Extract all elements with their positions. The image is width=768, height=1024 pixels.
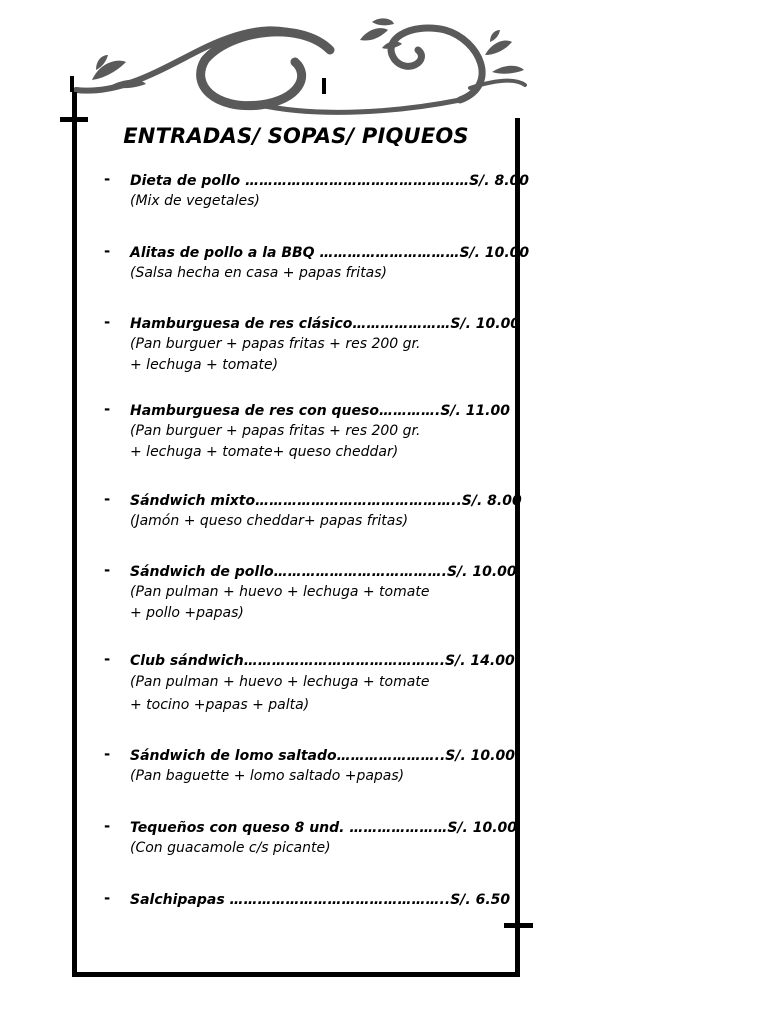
item-dash: - [104,400,111,418]
item-name: Sándwich de lomo saltado [130,748,337,764]
item-dash: - [104,490,111,508]
item-dash: - [104,817,111,835]
frame-right-crossbar [504,923,533,928]
item-price: S/. 8.00 [469,173,529,189]
item-price: S/. 10.00 [446,564,517,580]
item-price: S/. 6.50 [450,892,511,908]
item-dash: - [104,170,111,188]
menu-item [104,818,524,859]
menu-item [104,170,529,212]
item-dots: ………………….. [336,748,446,764]
item-description: (Pan burguer + papas fritas + res 200 gr. + lechuga + tomate+ queso cheddar) [130,423,421,460]
item-name: Club sándwich [130,653,244,669]
item-dots: ………………………… [319,245,460,261]
item-description: (Mix de vegetales) [130,193,260,209]
item-name: Sándwich de pollo [130,564,274,580]
item-price: S/. 10.00 [450,316,521,332]
menu-item [104,314,524,376]
item-price: S/. 14.00 [445,653,515,669]
menu-item [104,242,530,284]
item-description: (Pan burguer + papas fritas + res 200 gr. + lechuga + tomate) [130,336,421,373]
item-line [130,890,524,910]
item-price: S/. 11.00 [440,403,510,419]
item-dash: - [104,561,111,579]
item-name: Hamburguesa de res clásico [130,316,353,332]
item-dots: ………………………………………… [245,173,470,189]
item-line [130,562,524,582]
item-price: S/. 10.00 [447,820,518,836]
item-price: S/. 8.00 [461,493,522,509]
item-line [130,651,524,671]
item-name: Tequeños con queso 8 und. [130,820,350,836]
item-description: (Salsa hecha en casa + papas fritas) [130,265,388,281]
item-name: Salchipapas [130,892,230,908]
menu-item [104,651,524,717]
item-name: Sándwich mixto [130,493,256,509]
item-line [130,314,524,334]
item-dots: ………………… [352,316,451,332]
menu-item [104,746,524,787]
item-dots: …………………………………….. [255,493,462,509]
item-dash: - [104,242,111,260]
item-dots: ………………………………. [273,564,447,580]
item-dash: - [104,889,111,907]
item-line [130,171,529,191]
item-line [130,818,524,838]
item-dots: …………. [378,403,441,419]
item-description: (Con guacamole c/s picante) [130,840,331,856]
item-line [130,401,524,421]
item-dash: - [104,745,111,763]
item-line [130,746,524,766]
item-description: (Pan baguette + lomo saltado +papas) [130,768,405,784]
menu-item [104,401,524,463]
frame-left-crossbar [60,117,88,122]
item-dash: - [104,650,111,668]
item-dots: ……………………………………….. [229,892,451,908]
item-name: Hamburguesa de res con queso [130,403,379,419]
item-description: (Jamón + queso cheddar+ papas fritas) [130,513,409,529]
frame-left-border [72,92,77,977]
item-line [130,491,524,511]
menu-item [104,491,524,532]
menu-item [104,562,524,624]
floral-scroll-ornament-icon [0,0,768,130]
item-name: Dieta de pollo [130,173,246,189]
item-name: Alitas de pollo a la BBQ [130,245,320,261]
menu-item [104,890,524,910]
item-dash: - [104,313,111,331]
item-description: (Pan pulman + huevo + lechuga + tomate + tocino +papas + palta) [130,674,430,713]
item-description: (Pan pulman + huevo + lechuga + tomate + pollo +papas) [130,584,430,621]
item-price: S/. 10.00 [445,748,515,764]
menu-title: ENTRADAS/ SOPAS/ PIQUEOS [123,124,469,148]
item-dots: ……………………………………. [243,653,446,669]
item-price: S/. 10.00 [459,245,530,261]
item-line [130,243,530,263]
frame-bottom-border [72,972,520,977]
item-dots: ………………… [349,820,448,836]
